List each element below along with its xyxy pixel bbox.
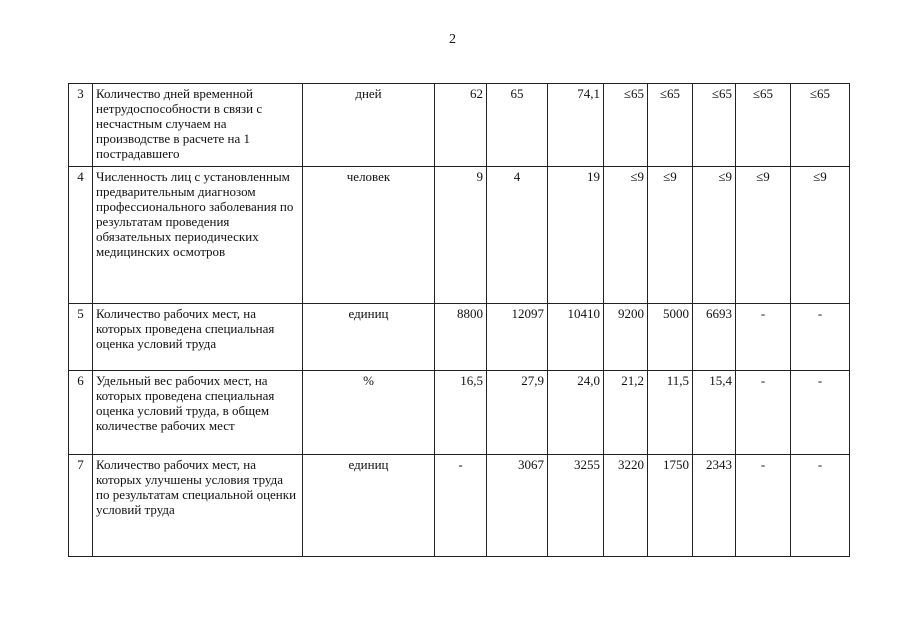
value-cell: ≤65 xyxy=(693,84,736,167)
indicator-name: Количество дней временной нетрудоспособности в связи с несчастным случаем на производстве в расчете на 1 пострадавшего xyxy=(93,84,303,167)
value-cell: ≤9 xyxy=(693,167,736,304)
value-cell: - xyxy=(736,455,791,557)
row-number: 7 xyxy=(69,455,93,557)
value-cell: - xyxy=(791,304,850,371)
value-cell: ≤9 xyxy=(736,167,791,304)
value-cell: - xyxy=(736,304,791,371)
unit-cell: человек xyxy=(303,167,435,304)
value-cell: 6693 xyxy=(693,304,736,371)
value-cell: - xyxy=(791,371,850,455)
unit-cell: % xyxy=(303,371,435,455)
indicators-table xyxy=(68,83,850,557)
value-cell: 24,0 xyxy=(548,371,604,455)
unit-cell: единиц xyxy=(303,304,435,371)
row-number: 5 xyxy=(69,304,93,371)
page-number: 2 xyxy=(449,32,456,47)
unit-cell: дней xyxy=(303,84,435,167)
value-cell: 19 xyxy=(548,167,604,304)
value-cell: - xyxy=(736,371,791,455)
value-cell: 8800 xyxy=(435,304,487,371)
value-cell: 3220 xyxy=(604,455,648,557)
row-number: 3 xyxy=(69,84,93,167)
indicator-name: Численность лиц с установленным предварительным диагнозом профессионального заболевания по результатам проведения обязательных периодических медицинских осмотров xyxy=(93,167,303,304)
value-cell: ≤65 xyxy=(648,84,693,167)
value-cell: 4 xyxy=(487,167,548,304)
value-cell: 21,2 xyxy=(604,371,648,455)
value-cell: 2343 xyxy=(693,455,736,557)
value-cell: 1750 xyxy=(648,455,693,557)
value-cell: 3255 xyxy=(548,455,604,557)
value-cell: ≤9 xyxy=(648,167,693,304)
value-cell: 12097 xyxy=(487,304,548,371)
table-row xyxy=(69,455,850,557)
value-cell: 11,5 xyxy=(648,371,693,455)
value-cell: - xyxy=(435,455,487,557)
value-cell: ≤65 xyxy=(604,84,648,167)
value-cell: 9 xyxy=(435,167,487,304)
value-cell: ≤9 xyxy=(604,167,648,304)
indicator-name: Удельный вес рабочих мест, на которых проведена специальная оценка условий труда, в общем количестве рабочих мест xyxy=(93,371,303,455)
value-cell: 62 xyxy=(435,84,487,167)
value-cell: ≤9 xyxy=(791,167,850,304)
value-cell: 3067 xyxy=(487,455,548,557)
table-row xyxy=(69,371,850,455)
value-cell: ≤65 xyxy=(791,84,850,167)
table-row xyxy=(69,84,850,167)
indicator-name: Количество рабочих мест, на которых улучшены условия труда по результатам специальной оценки условий труда xyxy=(93,455,303,557)
unit-cell: единиц xyxy=(303,455,435,557)
value-cell: 15,4 xyxy=(693,371,736,455)
value-cell: 10410 xyxy=(548,304,604,371)
table-row xyxy=(69,304,850,371)
value-cell: ≤65 xyxy=(736,84,791,167)
value-cell: 65 xyxy=(487,84,548,167)
value-cell: 74,1 xyxy=(548,84,604,167)
row-number: 4 xyxy=(69,167,93,304)
table-row xyxy=(69,167,850,304)
value-cell: 27,9 xyxy=(487,371,548,455)
value-cell: 16,5 xyxy=(435,371,487,455)
row-number: 6 xyxy=(69,371,93,455)
value-cell: 9200 xyxy=(604,304,648,371)
indicator-name: Количество рабочих мест, на которых проведена специальная оценка условий труда xyxy=(93,304,303,371)
value-cell: - xyxy=(791,455,850,557)
value-cell: 5000 xyxy=(648,304,693,371)
